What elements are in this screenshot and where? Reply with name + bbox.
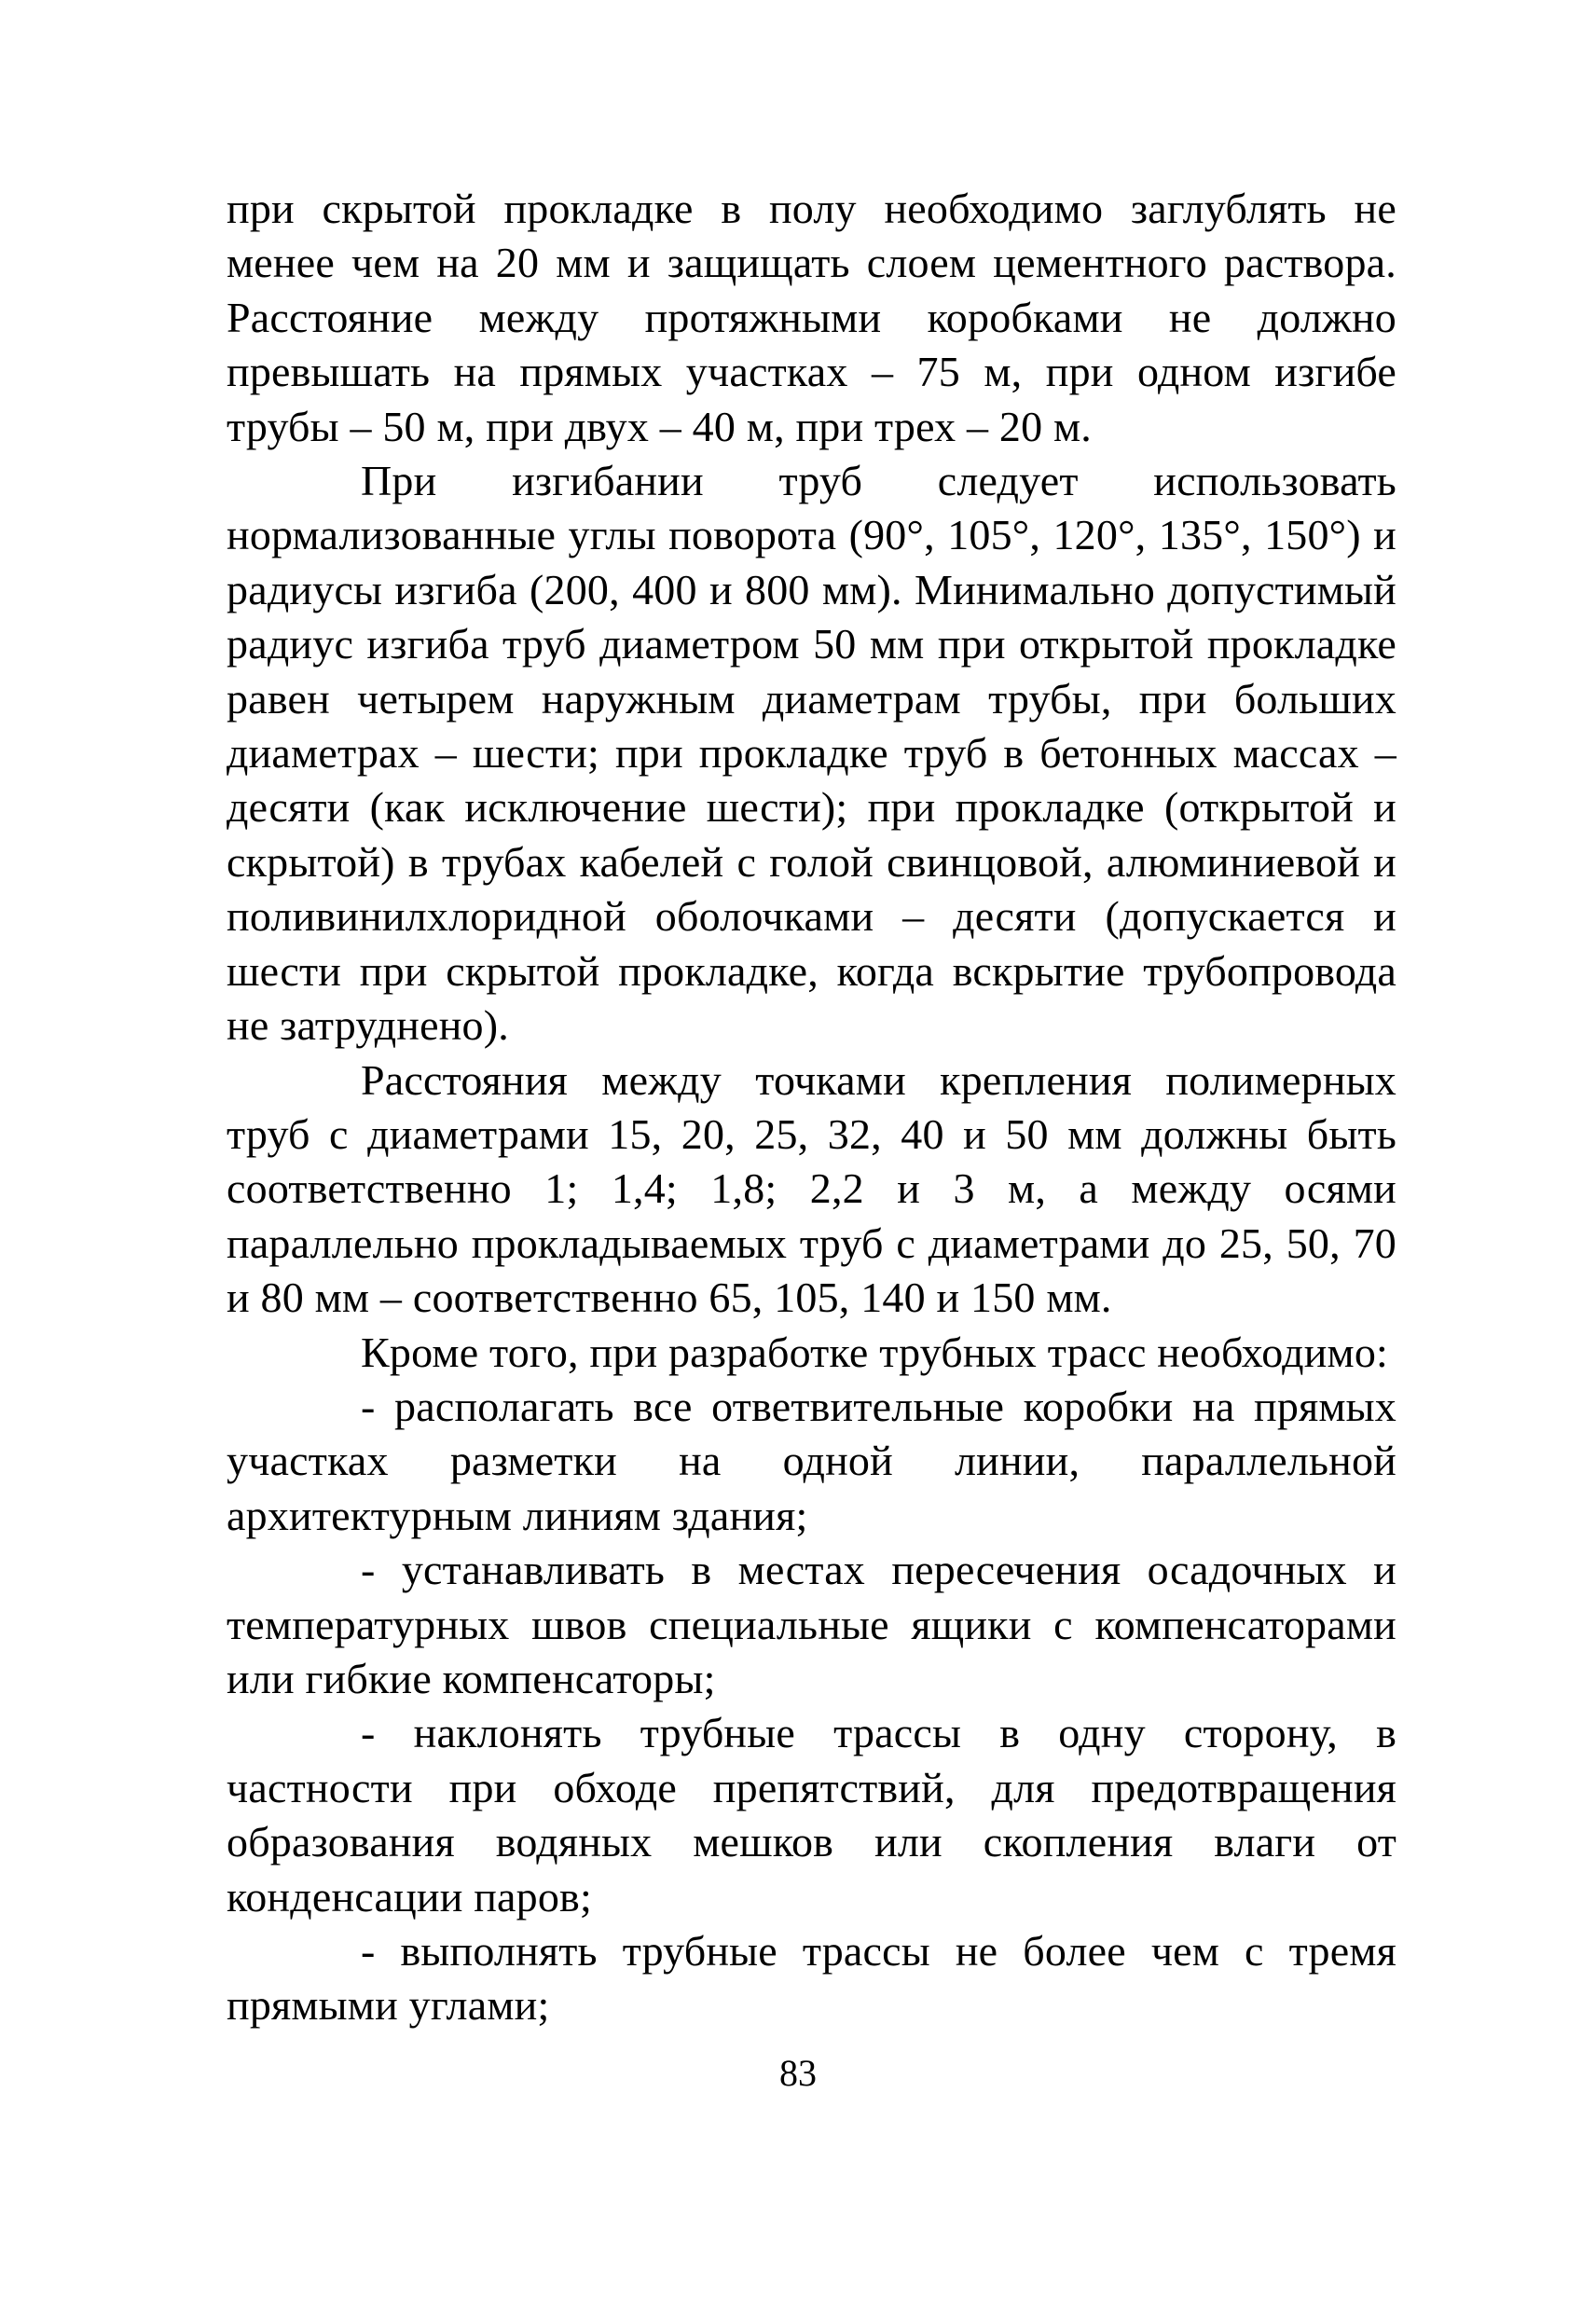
list-item-compensators: - устанавливать в местах пересечения осадочных и температурных швов специальные ящики с компенсаторами или гибкие компенсаторы; [227, 1546, 1396, 1702]
list-item-junction-boxes: - располагать все ответвительные коробки на прямых участках разметки на одной линии, параллельной архитектурным линиям здания; [227, 1382, 1396, 1539]
body-text [227, 182, 1396, 2033]
paragraph-pipe-bending: При изгибании труб следует использовать нормализованные углы поворота (90°, 105°, 120°, 135°, 150°) и радиусы изгиба (200, 400 и 800 мм). Минимально допустимый радиус изгиба труб диаметром 50 мм при открытой прокладке равен четырем наружным диаметрам трубы, при больших диаметрах – шести; при прокладке труб в бетонных массах – десяти (как исключение шести); при прокладке (открытой и скрытой) в трубах кабелей с голой свинцовой, алюминиевой и поливинилхлоридной оболочками – десяти (допускается и шести при скрытой прокладке, когда вскрытие трубопровода не затруднено). [227, 457, 1396, 1050]
list-item-right-angles: - выполнять трубные трассы не более чем с тремя прямыми углами; [227, 1927, 1396, 2030]
paragraph-route-requirements-intro: Кроме того, при разработке трубных трасс необходимо: [361, 1328, 1389, 1376]
page-number: 83 [779, 2052, 817, 2094]
paragraph-fastening-distances: Расстояния между точками крепления полимерных труб с диаметрами 15, 20, 25, 32, 40 и 50 мм должны быть соответственно 1; 1,4; 1,8; 2,2 и 3 м, а между осями параллельно прокладываемых труб с диаметрами до 25, 50, 70 и 80 мм – соответственно 65, 105, 140 и 150 мм. [227, 1055, 1396, 1322]
paragraph-continuation: при скрытой прокладке в полу необходимо заглублять не менее чем на 20 мм и защищать слоем цементного раствора. Расстояние между протяжными коробками не должно превышать на прямых участках – 75 м, при одном изгибе трубы – 50 м, при двух – 40 м, при трех – 20 м. [227, 185, 1396, 450]
list-item-route-slope: - наклонять трубные трассы в одну сторону, в частности при обходе препятствий, для предотвращения образования водяных мешков или скопления влаги от конденсации паров; [227, 1709, 1396, 1921]
